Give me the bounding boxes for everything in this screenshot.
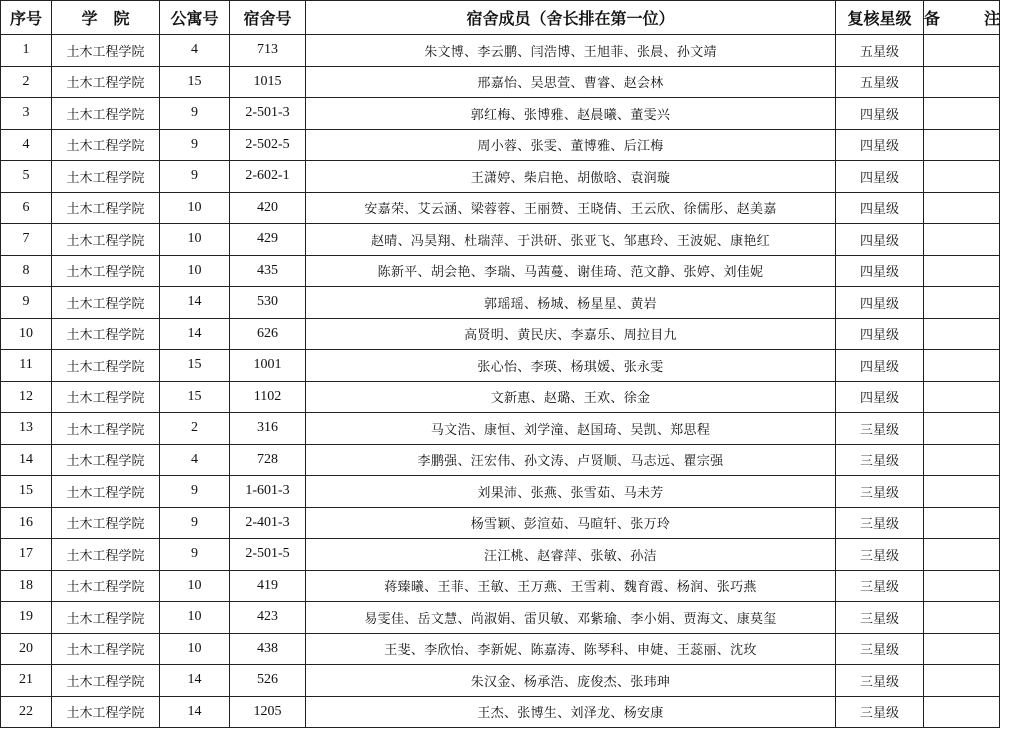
cell-rating: 三星级 bbox=[836, 665, 924, 697]
cell-note bbox=[924, 287, 1000, 319]
cell-note bbox=[924, 476, 1000, 508]
cell-dorm: 1-601-3 bbox=[230, 476, 306, 508]
cell-college: 土木工程学院 bbox=[52, 381, 160, 413]
cell-index: 15 bbox=[1, 476, 52, 508]
table-row bbox=[1, 507, 1000, 539]
cell-apartment: 15 bbox=[160, 350, 230, 382]
header-note: 备 注 bbox=[924, 1, 1000, 35]
table-row bbox=[1, 413, 1000, 445]
cell-index: 8 bbox=[1, 255, 52, 287]
header-index: 序号 bbox=[1, 1, 52, 35]
cell-apartment: 14 bbox=[160, 696, 230, 728]
cell-rating: 四星级 bbox=[836, 255, 924, 287]
table-body bbox=[1, 35, 1000, 728]
cell-apartment: 14 bbox=[160, 665, 230, 697]
cell-apartment: 4 bbox=[160, 35, 230, 67]
cell-dorm: 2-401-3 bbox=[230, 507, 306, 539]
table-row bbox=[1, 161, 1000, 193]
table-row bbox=[1, 98, 1000, 130]
cell-note bbox=[924, 602, 1000, 634]
cell-apartment: 9 bbox=[160, 539, 230, 571]
cell-apartment: 4 bbox=[160, 444, 230, 476]
cell-apartment: 9 bbox=[160, 161, 230, 193]
cell-members: 安嘉荣、艾云涵、梁蓉蓉、王丽赞、王晓倩、王云欣、徐儒彤、赵美嘉 bbox=[306, 192, 836, 224]
cell-apartment: 14 bbox=[160, 318, 230, 350]
cell-rating: 三星级 bbox=[836, 476, 924, 508]
cell-members: 马文浩、康恒、刘学潼、赵国琦、吴凯、郑思程 bbox=[306, 413, 836, 445]
cell-college: 土木工程学院 bbox=[52, 444, 160, 476]
cell-college: 土木工程学院 bbox=[52, 507, 160, 539]
cell-apartment: 10 bbox=[160, 255, 230, 287]
cell-dorm: 530 bbox=[230, 287, 306, 319]
cell-college: 土木工程学院 bbox=[52, 570, 160, 602]
cell-members: 邢嘉怡、吴思萱、曹睿、赵会林 bbox=[306, 66, 836, 98]
cell-college: 土木工程学院 bbox=[52, 35, 160, 67]
table-row bbox=[1, 318, 1000, 350]
cell-index: 2 bbox=[1, 66, 52, 98]
table-row bbox=[1, 255, 1000, 287]
cell-note bbox=[924, 570, 1000, 602]
cell-dorm: 2-602-1 bbox=[230, 161, 306, 193]
cell-dorm: 2-501-3 bbox=[230, 98, 306, 130]
header-rating: 复核星级 bbox=[836, 1, 924, 35]
table-row bbox=[1, 476, 1000, 508]
cell-index: 6 bbox=[1, 192, 52, 224]
cell-note bbox=[924, 318, 1000, 350]
cell-college: 土木工程学院 bbox=[52, 161, 160, 193]
cell-members: 文新惠、赵璐、王欢、徐金 bbox=[306, 381, 836, 413]
cell-rating: 四星级 bbox=[836, 98, 924, 130]
cell-rating: 三星级 bbox=[836, 413, 924, 445]
cell-apartment: 10 bbox=[160, 224, 230, 256]
cell-members: 王斐、李欣怡、李新妮、陈嘉涛、陈琴科、申婕、王蕊丽、沈玫 bbox=[306, 633, 836, 665]
cell-members: 易雯佳、岳文慧、尚淑娟、雷贝敏、邓紫瑜、李小娟、贾海文、康莫玺 bbox=[306, 602, 836, 634]
table-row bbox=[1, 570, 1000, 602]
cell-members: 王潇婷、柴启艳、胡傲晗、袁润璇 bbox=[306, 161, 836, 193]
cell-rating: 五星级 bbox=[836, 66, 924, 98]
cell-dorm: 1001 bbox=[230, 350, 306, 382]
cell-note bbox=[924, 224, 1000, 256]
cell-index: 4 bbox=[1, 129, 52, 161]
cell-college: 土木工程学院 bbox=[52, 633, 160, 665]
cell-note bbox=[924, 696, 1000, 728]
cell-members: 王杰、张博生、刘泽龙、杨安康 bbox=[306, 696, 836, 728]
cell-college: 土木工程学院 bbox=[52, 350, 160, 382]
cell-index: 18 bbox=[1, 570, 52, 602]
cell-college: 土木工程学院 bbox=[52, 602, 160, 634]
table-row bbox=[1, 287, 1000, 319]
cell-college: 土木工程学院 bbox=[52, 696, 160, 728]
table-row bbox=[1, 665, 1000, 697]
cell-members: 刘果沛、张燕、张雪茹、马未芳 bbox=[306, 476, 836, 508]
cell-apartment: 10 bbox=[160, 570, 230, 602]
cell-index: 3 bbox=[1, 98, 52, 130]
cell-rating: 四星级 bbox=[836, 318, 924, 350]
cell-note bbox=[924, 444, 1000, 476]
table-row bbox=[1, 192, 1000, 224]
cell-index: 7 bbox=[1, 224, 52, 256]
cell-dorm: 429 bbox=[230, 224, 306, 256]
cell-rating: 四星级 bbox=[836, 161, 924, 193]
cell-dorm: 526 bbox=[230, 665, 306, 697]
cell-dorm: 2-502-5 bbox=[230, 129, 306, 161]
cell-index: 10 bbox=[1, 318, 52, 350]
cell-college: 土木工程学院 bbox=[52, 129, 160, 161]
cell-rating: 三星级 bbox=[836, 539, 924, 571]
cell-members: 朱文博、李云鹏、闫浩博、王旭菲、张晨、孙文靖 bbox=[306, 35, 836, 67]
cell-index: 11 bbox=[1, 350, 52, 382]
cell-college: 土木工程学院 bbox=[52, 476, 160, 508]
cell-apartment: 14 bbox=[160, 287, 230, 319]
cell-rating: 四星级 bbox=[836, 381, 924, 413]
cell-dorm: 419 bbox=[230, 570, 306, 602]
cell-dorm: 1205 bbox=[230, 696, 306, 728]
cell-college: 土木工程学院 bbox=[52, 665, 160, 697]
cell-index: 13 bbox=[1, 413, 52, 445]
cell-rating: 三星级 bbox=[836, 633, 924, 665]
cell-members: 郭瑶瑶、杨城、杨星星、黄岩 bbox=[306, 287, 836, 319]
cell-dorm: 2-501-5 bbox=[230, 539, 306, 571]
cell-index: 22 bbox=[1, 696, 52, 728]
cell-members: 杨雪颖、彭渲茹、马暄轩、张万玲 bbox=[306, 507, 836, 539]
cell-members: 周小蓉、张雯、董博雅、后江梅 bbox=[306, 129, 836, 161]
cell-apartment: 15 bbox=[160, 66, 230, 98]
cell-index: 1 bbox=[1, 35, 52, 67]
cell-note bbox=[924, 98, 1000, 130]
cell-dorm: 1015 bbox=[230, 66, 306, 98]
header-apartment: 公寓号 bbox=[160, 1, 230, 35]
cell-dorm: 626 bbox=[230, 318, 306, 350]
table-row bbox=[1, 66, 1000, 98]
table-row bbox=[1, 539, 1000, 571]
cell-rating: 五星级 bbox=[836, 35, 924, 67]
cell-apartment: 9 bbox=[160, 129, 230, 161]
table-row bbox=[1, 224, 1000, 256]
cell-members: 李鹏强、汪宏伟、孙文涛、卢贤顺、马志远、瞿宗强 bbox=[306, 444, 836, 476]
cell-note bbox=[924, 381, 1000, 413]
cell-note bbox=[924, 413, 1000, 445]
cell-note bbox=[924, 129, 1000, 161]
cell-rating: 四星级 bbox=[836, 350, 924, 382]
cell-index: 14 bbox=[1, 444, 52, 476]
cell-rating: 三星级 bbox=[836, 570, 924, 602]
cell-note bbox=[924, 35, 1000, 67]
cell-apartment: 9 bbox=[160, 476, 230, 508]
cell-college: 土木工程学院 bbox=[52, 98, 160, 130]
cell-members: 高贤明、黄民庆、李嘉乐、周拉目九 bbox=[306, 318, 836, 350]
cell-college: 土木工程学院 bbox=[52, 539, 160, 571]
cell-apartment: 10 bbox=[160, 633, 230, 665]
cell-index: 19 bbox=[1, 602, 52, 634]
table-row bbox=[1, 696, 1000, 728]
table-row bbox=[1, 35, 1000, 67]
cell-index: 20 bbox=[1, 633, 52, 665]
cell-dorm: 438 bbox=[230, 633, 306, 665]
cell-dorm: 420 bbox=[230, 192, 306, 224]
cell-rating: 四星级 bbox=[836, 192, 924, 224]
cell-apartment: 9 bbox=[160, 507, 230, 539]
cell-college: 土木工程学院 bbox=[52, 413, 160, 445]
header-members: 宿舍成员（舍长排在第一位） bbox=[306, 1, 836, 35]
header-college: 学 院 bbox=[52, 1, 160, 35]
cell-college: 土木工程学院 bbox=[52, 287, 160, 319]
cell-index: 9 bbox=[1, 287, 52, 319]
table-row bbox=[1, 602, 1000, 634]
cell-dorm: 1102 bbox=[230, 381, 306, 413]
table-row bbox=[1, 444, 1000, 476]
cell-note bbox=[924, 665, 1000, 697]
cell-apartment: 10 bbox=[160, 602, 230, 634]
cell-college: 土木工程学院 bbox=[52, 224, 160, 256]
cell-apartment: 15 bbox=[160, 381, 230, 413]
cell-rating: 四星级 bbox=[836, 224, 924, 256]
cell-members: 郭红梅、张博雅、赵晨曦、董雯兴 bbox=[306, 98, 836, 130]
cell-index: 12 bbox=[1, 381, 52, 413]
table-row bbox=[1, 129, 1000, 161]
cell-college: 土木工程学院 bbox=[52, 192, 160, 224]
cell-dorm: 435 bbox=[230, 255, 306, 287]
cell-members: 蒋臻曦、王菲、王敏、王万燕、王雪莉、魏育霞、杨润、张巧燕 bbox=[306, 570, 836, 602]
cell-members: 汪江桃、赵睿萍、张敏、孙洁 bbox=[306, 539, 836, 571]
cell-note bbox=[924, 633, 1000, 665]
cell-members: 朱汉金、杨承浩、庞俊杰、张玮珅 bbox=[306, 665, 836, 697]
cell-rating: 四星级 bbox=[836, 129, 924, 161]
cell-dorm: 423 bbox=[230, 602, 306, 634]
cell-rating: 三星级 bbox=[836, 507, 924, 539]
cell-members: 张心怡、李瑛、杨琪媛、张永雯 bbox=[306, 350, 836, 382]
cell-index: 17 bbox=[1, 539, 52, 571]
cell-apartment: 10 bbox=[160, 192, 230, 224]
cell-rating: 四星级 bbox=[836, 287, 924, 319]
cell-members: 赵晴、冯昊翔、杜瑞萍、于洪研、张亚飞、邹惠玲、王波妮、康艳红 bbox=[306, 224, 836, 256]
cell-college: 土木工程学院 bbox=[52, 255, 160, 287]
cell-apartment: 2 bbox=[160, 413, 230, 445]
cell-rating: 三星级 bbox=[836, 444, 924, 476]
table-row bbox=[1, 350, 1000, 382]
cell-note bbox=[924, 255, 1000, 287]
cell-index: 5 bbox=[1, 161, 52, 193]
cell-rating: 三星级 bbox=[836, 602, 924, 634]
header-dorm: 宿舍号 bbox=[230, 1, 306, 35]
cell-note bbox=[924, 539, 1000, 571]
cell-college: 土木工程学院 bbox=[52, 66, 160, 98]
cell-note bbox=[924, 192, 1000, 224]
header-row bbox=[1, 1, 1000, 35]
cell-college: 土木工程学院 bbox=[52, 318, 160, 350]
cell-rating: 三星级 bbox=[836, 696, 924, 728]
table-row bbox=[1, 381, 1000, 413]
cell-note bbox=[924, 350, 1000, 382]
cell-apartment: 9 bbox=[160, 98, 230, 130]
cell-dorm: 713 bbox=[230, 35, 306, 67]
cell-dorm: 728 bbox=[230, 444, 306, 476]
cell-note bbox=[924, 507, 1000, 539]
cell-index: 16 bbox=[1, 507, 52, 539]
table-row bbox=[1, 633, 1000, 665]
cell-dorm: 316 bbox=[230, 413, 306, 445]
cell-members: 陈新平、胡会艳、李瑞、马茜蔓、谢佳琦、范文静、张婷、刘佳妮 bbox=[306, 255, 836, 287]
cell-note bbox=[924, 161, 1000, 193]
cell-index: 21 bbox=[1, 665, 52, 697]
cell-note bbox=[924, 66, 1000, 98]
